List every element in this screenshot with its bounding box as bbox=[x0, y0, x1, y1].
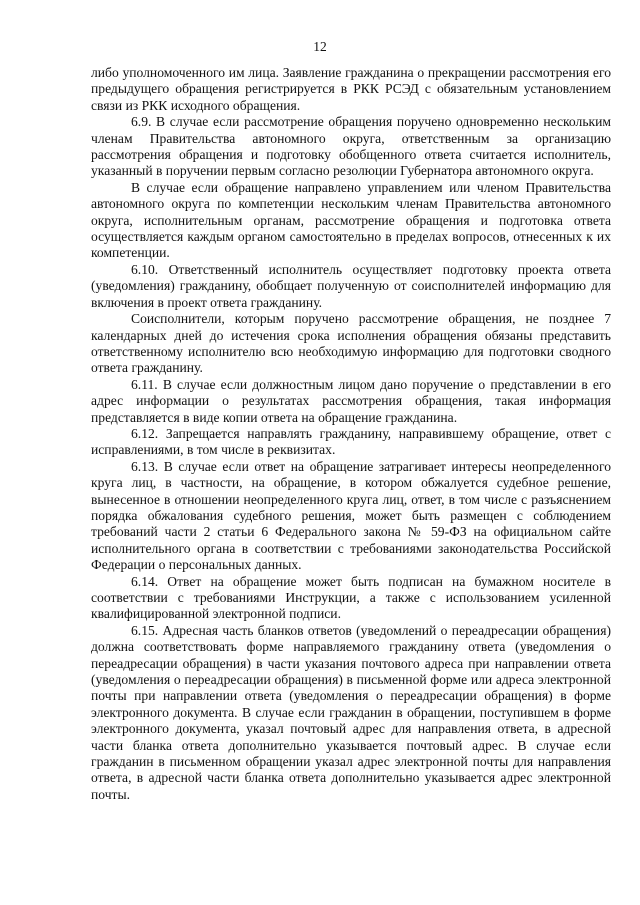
page-number: 12 bbox=[313, 39, 327, 54]
paragraph-6-15: 6.15. Адресная часть бланков ответов (уведомлений о переадресации обращения) должна соответствовать форме направляемого гражданину ответа (уведомления о переадресации обращения) в части указания почтового адреса при направлении ответа (уведомления о переадресации обращения) в письменной форме или адреса электронной почты при направлении ответа (уведомления о переадресации обращения) в форме электронного документа. В случае если гражданин в обращении, поступившем в форме электронного документа, указал почтовый адрес для направления ответа, в адресной части бланка ответа дополнительно указывается почтовый адрес. В случае если гражданин в письменном обращении указал адрес электронной почты для направления ответа, в адресной части бланка ответа дополнительно указывается адрес электронной почты. bbox=[91, 622, 611, 802]
paragraph-6-10-b: Соисполнители, которым поручено рассмотрение обращения, не позднее 7 календарных дней до истечения срока исполнения обращения обязаны представить ответственному исполнителю всю необходимую информацию для подготовки сводного ответа гражданину. bbox=[91, 311, 611, 376]
document-body bbox=[91, 65, 611, 803]
paragraph-6-13: 6.13. В случае если ответ на обращение затрагивает интересы неопределенного круга лиц, в частности, на обращение, в котором обжалуется судебное решение, вынесенное в отношении неопределенного круга лиц, ответ, в том числе с разъяснением порядка обжалования судебного решения, может быть размещен с соблюдением требований части 2 статьи 6 Федерального закона № 59-ФЗ на официальном сайте исполнительного органа в соответствии с требованиями законодательства Российской Федерации о персональных данных. bbox=[91, 458, 611, 573]
paragraph-6-12: 6.12. Запрещается направлять гражданину, направившему обращение, ответ с исправлениями, в том числе в реквизитах. bbox=[91, 425, 611, 458]
paragraph-6-10: 6.10. Ответственный исполнитель осуществляет подготовку проекта ответа (уведомления) гражданину, обобщает полученную от соисполнителей информацию для включения в проект ответа гражданину. bbox=[91, 261, 611, 310]
paragraph-6-9-b: В случае если обращение направлено управлением или членом Правительства автономного округа по компетенции нескольким членам Правительства автономного округа, исполнительным органам, рассмотрение обращения и подготовка ответа осуществляется каждым органом самостоятельно в пределах вопросов, отнесенных к их компетенции. bbox=[91, 179, 611, 261]
paragraph-6-9: 6.9. В случае если рассмотрение обращения поручено одновременно нескольким членам Правительства автономного округа, ответственным за организацию рассмотрения обращения и подготовку обобщенного ответа считается исполнитель, указанный в поручении первым согласно резолюции Губернатора автономного округа. bbox=[91, 114, 611, 179]
paragraph-6-11: 6.11. В случае если должностным лицом дано поручение о представлении в его адрес информации о результатах рассмотрения обращения, такая информация представляется в виде копии ответа на обращение гражданина. bbox=[91, 376, 611, 425]
paragraph-continuation: либо уполномоченного им лица. Заявление гражданина о прекращении рассмотрения его предыдущего обращения регистрируется в РКК РСЭД с обязательным установлением связи из РКК исходного обращения. bbox=[91, 65, 611, 113]
paragraph-6-14: 6.14. Ответ на обращение может быть подписан на бумажном носителе в соответствии с требованиями Инструкции, а также с использованием усиленной квалифицированной электронной подписи. bbox=[91, 573, 611, 622]
